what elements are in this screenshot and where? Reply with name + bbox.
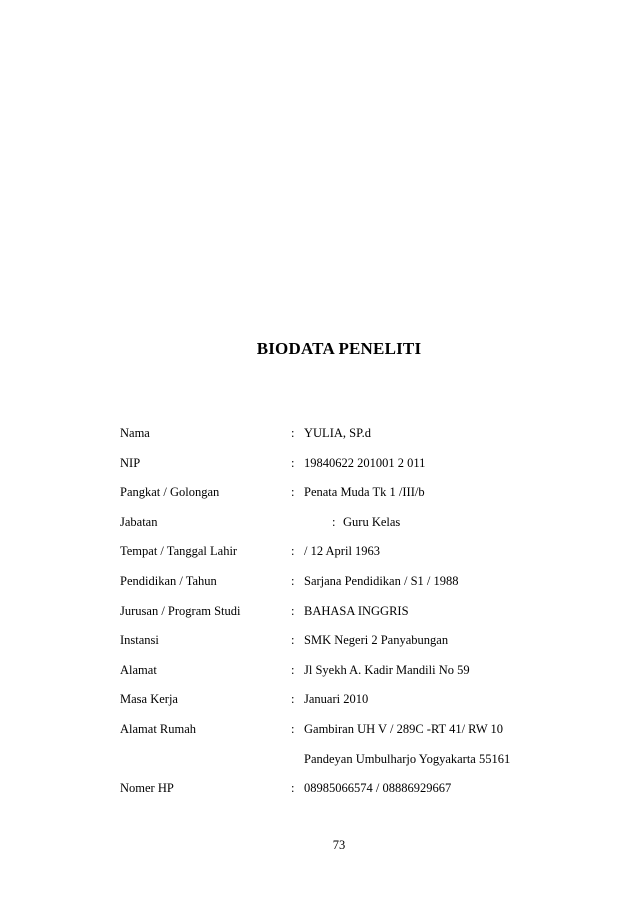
field-row-nomer-hp (120, 781, 560, 811)
field-label: Jabatan (120, 514, 158, 529)
field-colon: : (291, 485, 295, 500)
field-label: Jurusan / Program Studi (120, 603, 241, 618)
field-row-pendidikan-tahun (120, 574, 560, 604)
field-label: Alamat (120, 662, 157, 677)
field-colon: : (291, 692, 295, 707)
field-label: Masa Kerja (120, 692, 178, 707)
document-title: BIODATA PENELITI (256, 339, 422, 358)
field-value: Gambiran UH V / 289C -RT 41/ RW 10 (304, 721, 504, 736)
field-label: NIP (120, 455, 141, 470)
field-label: Instansi (120, 633, 159, 648)
field-label: Pendidikan / Tahun (120, 573, 217, 588)
field-colon: : (291, 603, 295, 618)
field-value: Guru Kelas (343, 514, 401, 529)
field-row-nip (120, 456, 560, 486)
field-colon: : (291, 662, 295, 677)
field-value: SMK Negeri 2 Panyabungan (304, 633, 449, 648)
field-row-alamat-rumah-continued (120, 752, 560, 782)
field-row-instansi (120, 633, 560, 663)
field-label: Nomer HP (120, 781, 174, 796)
field-label: Alamat Rumah (120, 721, 197, 736)
field-colon: : (291, 781, 295, 796)
field-colon: : (291, 455, 295, 470)
field-row-tempat-tanggal-lahir (120, 544, 560, 574)
field-value: YULIA, SP.d (304, 426, 372, 440)
biodata-list (120, 426, 560, 811)
field-value: Sarjana Pendidikan / S1 / 1988 (304, 573, 459, 588)
field-value: / 12 April 1963 (304, 544, 381, 559)
field-value: BAHASA INGGRIS (304, 603, 409, 618)
field-row-alamat (120, 663, 560, 693)
field-label: Nama (120, 426, 150, 440)
field-colon: : (291, 573, 295, 588)
field-value: Januari 2010 (304, 692, 369, 707)
field-row-alamat-rumah (120, 722, 560, 752)
field-colon: : (291, 544, 295, 559)
field-colon: : (291, 721, 295, 736)
field-row-pangkat-golongan (120, 485, 560, 515)
field-row-nama (120, 426, 560, 456)
field-value: 19840622 201001 2 011 (304, 455, 426, 470)
field-value: Pandeyan Umbulharjo Yogyakarta 55161 (304, 751, 511, 766)
field-value: 08985066574 / 08886929667 (304, 781, 452, 796)
field-colon: : (291, 426, 295, 440)
field-label: Tempat / Tanggal Lahir (120, 544, 238, 559)
field-value: Penata Muda Tk 1 /III/b (304, 485, 425, 500)
field-label: Pangkat / Golongan (120, 485, 220, 500)
field-row-masa-kerja (120, 692, 560, 722)
page-number: 73 (332, 838, 346, 852)
field-row-jabatan (120, 515, 560, 545)
field-value: Jl Syekh A. Kadir Mandili No 59 (304, 662, 470, 677)
field-colon: : (291, 633, 295, 648)
field-colon: : (332, 514, 336, 529)
field-row-jurusan-program-studi (120, 604, 560, 634)
